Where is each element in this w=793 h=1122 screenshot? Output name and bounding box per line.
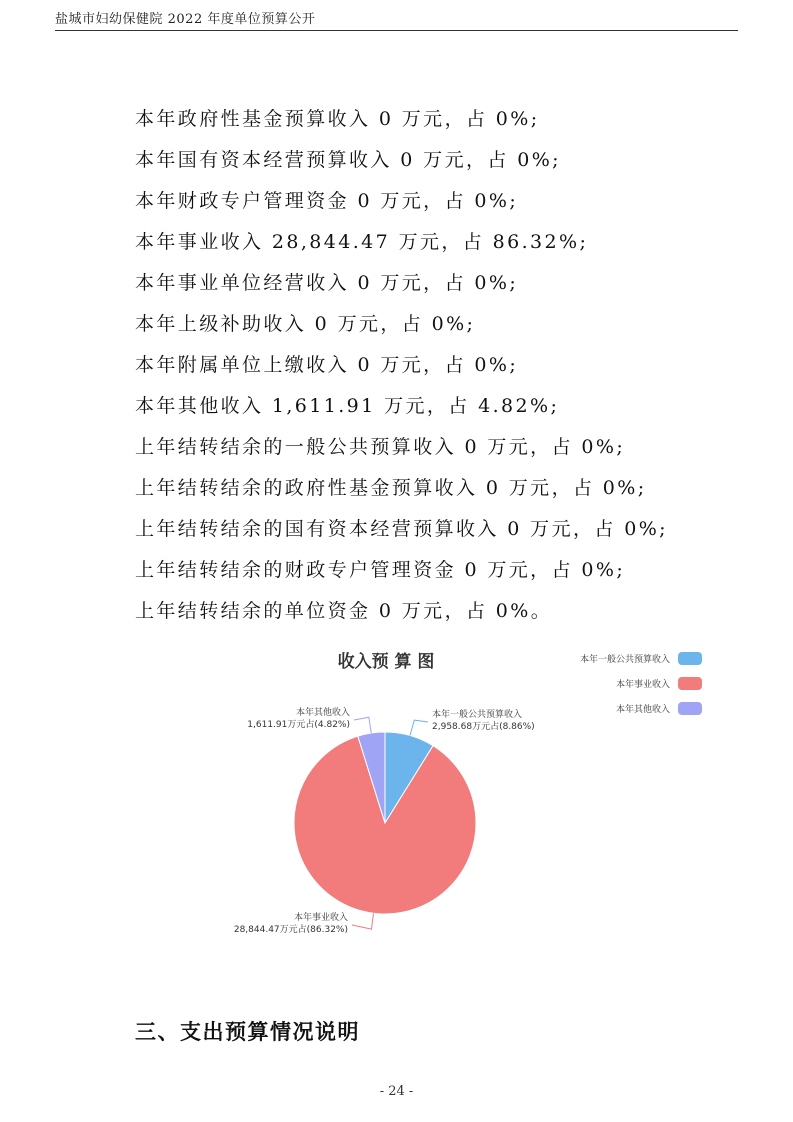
body-line: 本年事业单位经营收入 0 万元，占 0%; xyxy=(135,272,519,294)
body-line: 本年其他收入 1,611.91 万元，占 4.82%; xyxy=(135,395,560,417)
legend-swatch xyxy=(678,677,702,690)
body-line: 上年结转结余的政府性基金预算收入 0 万元，占 0%; xyxy=(135,477,647,499)
body-line: 本年财政专户管理资金 0 万元，占 0%; xyxy=(135,190,519,212)
page-number: - 24 - xyxy=(379,1084,414,1099)
legend-swatch xyxy=(678,702,702,715)
body-line: 上年结转结余的单位资金 0 万元，占 0%。 xyxy=(135,600,553,622)
pie-slice-value-label: 2,958.68万元占(8.86%) xyxy=(432,722,535,732)
body-line: 本年国有资本经营预算收入 0 万元，占 0%; xyxy=(135,149,561,171)
body-line: 本年事业收入 28,844.47 万元，占 86.32%; xyxy=(135,231,589,253)
pie-slice-value-label: 1,611.91万元占(4.82%) xyxy=(247,720,350,730)
body-line: 上年结转结余的财政专户管理资金 0 万元，占 0%; xyxy=(135,559,626,581)
pie-label-leader xyxy=(354,717,371,733)
pie-label-leader xyxy=(352,913,374,929)
pie-chart-svg xyxy=(0,640,793,970)
legend-label: 本年其他收入 xyxy=(615,705,670,715)
pie-slice-label: 本年事业收入 xyxy=(293,913,348,923)
legend-label: 本年一般公共预算收入 xyxy=(579,655,670,665)
page-header: 盐城市妇幼保健院 2022 年度单位预算公开 xyxy=(55,12,316,27)
legend-label: 本年事业收入 xyxy=(615,680,670,690)
pie-slice-label: 本年其他收入 xyxy=(295,708,350,718)
body-text xyxy=(135,104,668,637)
body-line: 本年上级补助收入 0 万元，占 0%; xyxy=(135,313,476,335)
body-line: 上年结转结余的国有资本经营预算收入 0 万元，占 0%; xyxy=(135,518,668,540)
section-heading: 三、支出预算情况说明 xyxy=(135,1020,360,1044)
chart-title: 收入预 算 图 xyxy=(337,652,435,672)
header-rule xyxy=(55,30,738,31)
body-line: 本年附属单位上缴收入 0 万元，占 0%; xyxy=(135,354,519,376)
body-line: 本年政府性基金预算收入 0 万元，占 0%; xyxy=(135,108,540,130)
body-line: 上年结转结余的一般公共预算收入 0 万元，占 0%; xyxy=(135,436,626,458)
pie-label-leader xyxy=(410,720,428,735)
pie-slice-label: 本年一般公共预算收入 xyxy=(432,710,523,720)
income-budget-chart xyxy=(0,640,793,970)
legend-swatch xyxy=(678,652,702,665)
pie-slice-value-label: 28,844.47万元占(86.32%) xyxy=(233,925,348,935)
